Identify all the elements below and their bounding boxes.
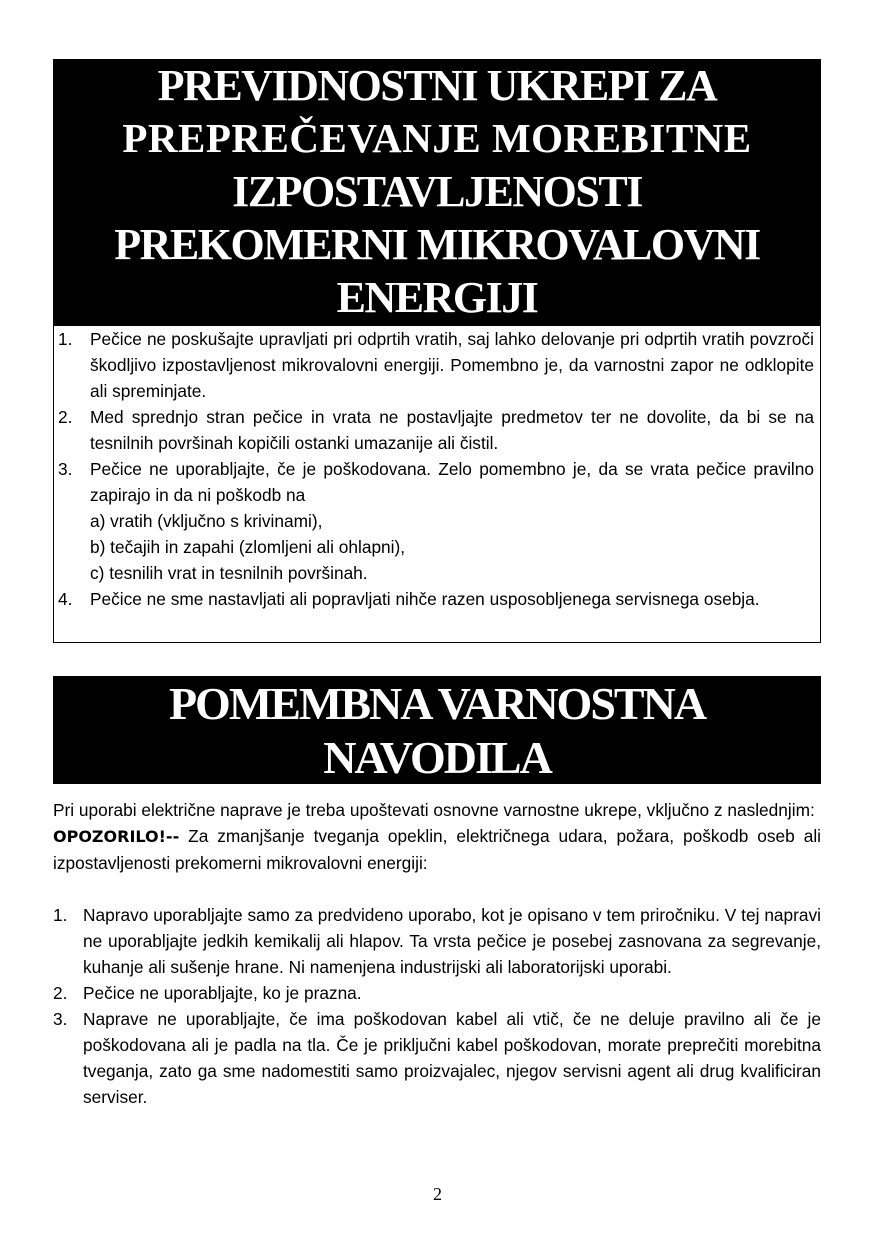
section1-title-line: PREPREČEVANJE MOREBITNE <box>122 115 752 161</box>
list-subitem: c) tesnilih vrat in tesnilnih površinah. <box>90 563 368 583</box>
section1-title-line: ENERGIJI <box>336 273 538 322</box>
list-item-number: 2. <box>58 407 73 427</box>
list-item-text: Pečice ne poskušajte upravljati pri odprtih vratih, saj lahko delovanje pri odprtih vratih povzroči škodljivo izpostavljenost mikrovalovni energiji. Pomembno je, da varnostni zapor ne odklopite ali spreminjate. <box>90 329 814 401</box>
section2-title-line: NAVODILA <box>323 732 551 783</box>
section1-title-banner <box>53 59 821 326</box>
list-item <box>54 456 820 586</box>
list-item <box>54 404 820 456</box>
list-item-number: 1. <box>53 905 68 925</box>
list-subitem: b) tečajih in zapahi (zlomljeni ali ohlapni), <box>90 537 406 557</box>
list-item-text: Med sprednjo stran pečice in vrata ne postavljajte predmetov ter ne dovolite, da bi se na tesnilnih površinah kopičili ostanki umazanije ali čistil. <box>90 407 814 453</box>
list-item-number: 3. <box>58 459 73 479</box>
section1-title-line: PREKOMERNI MIKROVALOVNI <box>114 220 760 269</box>
section2-title-banner <box>53 676 821 784</box>
intro-paragraph: Pri uporabi električne naprave je treba upoštevati osnovne varnostne ukrepe, vključno z naslednjim: <box>53 800 815 820</box>
list-item-number: 2. <box>53 983 68 1003</box>
section2-title-line: POMEMBNA VARNOSTNA <box>168 678 706 729</box>
list-subitem: a) vratih (vključno s krivinami), <box>90 511 323 531</box>
section1-list-box <box>53 326 821 643</box>
list-item-number: 1. <box>58 329 73 349</box>
section1-title-line: IZPOSTAVLJENOSTI <box>232 167 642 216</box>
warning-paragraph <box>53 823 821 876</box>
page-number: 2 <box>433 1184 442 1204</box>
list-item <box>53 902 821 980</box>
list-item-text: Napravo uporabljajte samo za predvideno uporabo, kot je opisano v tem priročniku. V tej napravi ne uporabljajte jedkih kemikalij ali hlapov. Ta vrsta pečice je posebej zasnovana za segrevanje, kuhanje ali sušenje hrane. Ni namenjena industrijski ali laboratorijski uporabi. <box>83 905 821 977</box>
list-item-text: Pečice ne sme nastavljati ali popravljati nihče razen usposobljenega servisnega osebja. <box>90 589 760 609</box>
section2-list-container <box>53 902 821 1110</box>
list-item-number: 3. <box>53 1009 68 1029</box>
warning-label: OPOZORILO!-- <box>53 827 180 846</box>
list-item <box>53 1006 821 1110</box>
list-item-text: Naprave ne uporabljajte, če ima poškodovan kabel ali vtič, če ne deluje pravilno ali če je poškodovana ali je padla na tla. Če je priključni kabel poškodovan, morate preprečiti morebitna tveganja, zato ga sme nadomestiti samo proizvajalec, njegov servisni agent ali drug kvalificiran serviser. <box>83 1009 821 1107</box>
list-item <box>54 326 820 404</box>
section2-intro <box>53 797 821 876</box>
section2-list <box>53 902 821 1110</box>
warning-text: Za zmanjšanje tveganja opeklin, električnega udara, požara, poškodb oseb ali izpostavljenosti prekomerni mikrovalovni energiji: <box>53 826 821 873</box>
list-item-text: Pečice ne uporabljajte, če je poškodovana. Zelo pomembno je, da se vrata pečice pravilno zapirajo in da ni poškodb na <box>90 459 814 505</box>
list-item-text: Pečice ne uporabljajte, ko je prazna. <box>83 983 362 1003</box>
list-item <box>54 586 820 612</box>
section1-title-line: PREVIDNOSTNI UKREPI ZA <box>157 61 717 110</box>
list-item <box>53 980 821 1006</box>
list-item-number: 4. <box>58 589 73 609</box>
section1-list <box>54 326 820 612</box>
